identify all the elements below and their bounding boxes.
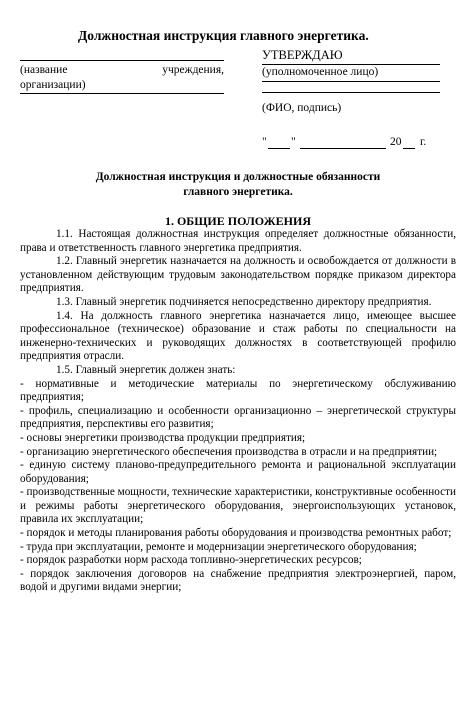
- signature-line: [262, 92, 440, 93]
- date-month-blank: [300, 148, 386, 149]
- paragraph-1-3: 1.3. Главный энергетик подчиняется непосредственно директору предприятия.: [56, 295, 432, 308]
- date-line: [262, 136, 452, 152]
- organization-name-line: [20, 60, 224, 61]
- paragraph-1-1: 1.1. Настоящая должностная инструкция определяет должностные обязанности, права и ответственность главного энергетика предприятия.: [20, 228, 456, 254]
- subtitle-line-1: Должностная инструкция и должностные обязанности: [95, 171, 381, 183]
- document-subtitle: [20, 170, 456, 200]
- paragraph-1-5: 1.5. Главный энергетик должен знать:: [56, 363, 236, 376]
- date-year-prefix: 20: [390, 136, 402, 148]
- date-year-suffix: г.: [420, 136, 427, 148]
- approve-label: [262, 48, 440, 65]
- fio-label: (ФИО, подпись): [262, 102, 342, 114]
- list-item: - труда при эксплуатации, ремонте и модернизации энергетического оборудования;: [20, 540, 417, 553]
- organization-label-line2-text: организации): [20, 79, 86, 91]
- date-year-blank: [403, 148, 415, 149]
- list-item: - профиль, специализацию и особенности организационно – энергетической структуры предприятия, перспективы его развития;: [20, 404, 456, 431]
- paragraph-1-2: 1.2. Главный энергетик назначается на должность и освобождается от должности в установленном действующим трудовым законодательством порядке приказом директора предприятия.: [20, 255, 456, 295]
- list-item: - нормативные и методические материалы по энергетическому обслуживанию предприятия;: [20, 377, 456, 404]
- list-item: - основы энергетики производства продукции предприятия;: [20, 431, 306, 444]
- authorized-person-label: (уполномоченное лицо): [262, 66, 379, 78]
- date-day-blank: [268, 148, 290, 149]
- subtitle-line-2: главного энергетика.: [183, 186, 293, 198]
- list-item: - производственные мощности, технические характеристики, конструктивные особенности и режимы работы энергетического оборудования, энергоиспользующих установок, правила их эксплуатации;: [20, 486, 456, 526]
- document-title: Должностная инструкция главного энергетика.: [78, 28, 369, 43]
- authorized-person-field: [262, 66, 440, 82]
- date-quote-open: ": [262, 136, 267, 148]
- paragraph-1-4: 1.4. На должность главного энергетика назначается лицо, имеющее высшее профессиональное (техническое) образование и стаж работы по специальности на инженерно-технических и руководящих должностях в соответствующей профилю предприятия отрасли.: [20, 309, 456, 363]
- organization-label-line2: [20, 79, 224, 94]
- list-item: - организацию энергетического обеспечения производства в отрасли и на предприятии;: [20, 445, 438, 458]
- list-item: - порядок заключения договоров на снабжение предприятия электроэнергией, паром, водой и другими видами энергии;: [20, 567, 456, 594]
- organization-label-left: (название: [20, 64, 68, 76]
- organization-label-row: [20, 64, 224, 76]
- section-heading: 1. ОБЩИЕ ПОЛОЖЕНИЯ: [164, 214, 312, 228]
- document-body: [20, 214, 456, 595]
- approve-text: УТВЕРЖДАЮ: [262, 48, 343, 62]
- organization-label-right: учреждения,: [162, 64, 224, 76]
- list-item: - порядок и методы планирования работы оборудования и производства ремонтных работ;: [20, 527, 452, 540]
- date-quote-close: ": [291, 136, 296, 148]
- list-item: - единую систему планово-предупредительного ремонта и рациональной эксплуатации оборудования;: [20, 459, 456, 485]
- list-item: - порядок разработки норм расхода топливно-энергетических ресурсов;: [20, 554, 362, 567]
